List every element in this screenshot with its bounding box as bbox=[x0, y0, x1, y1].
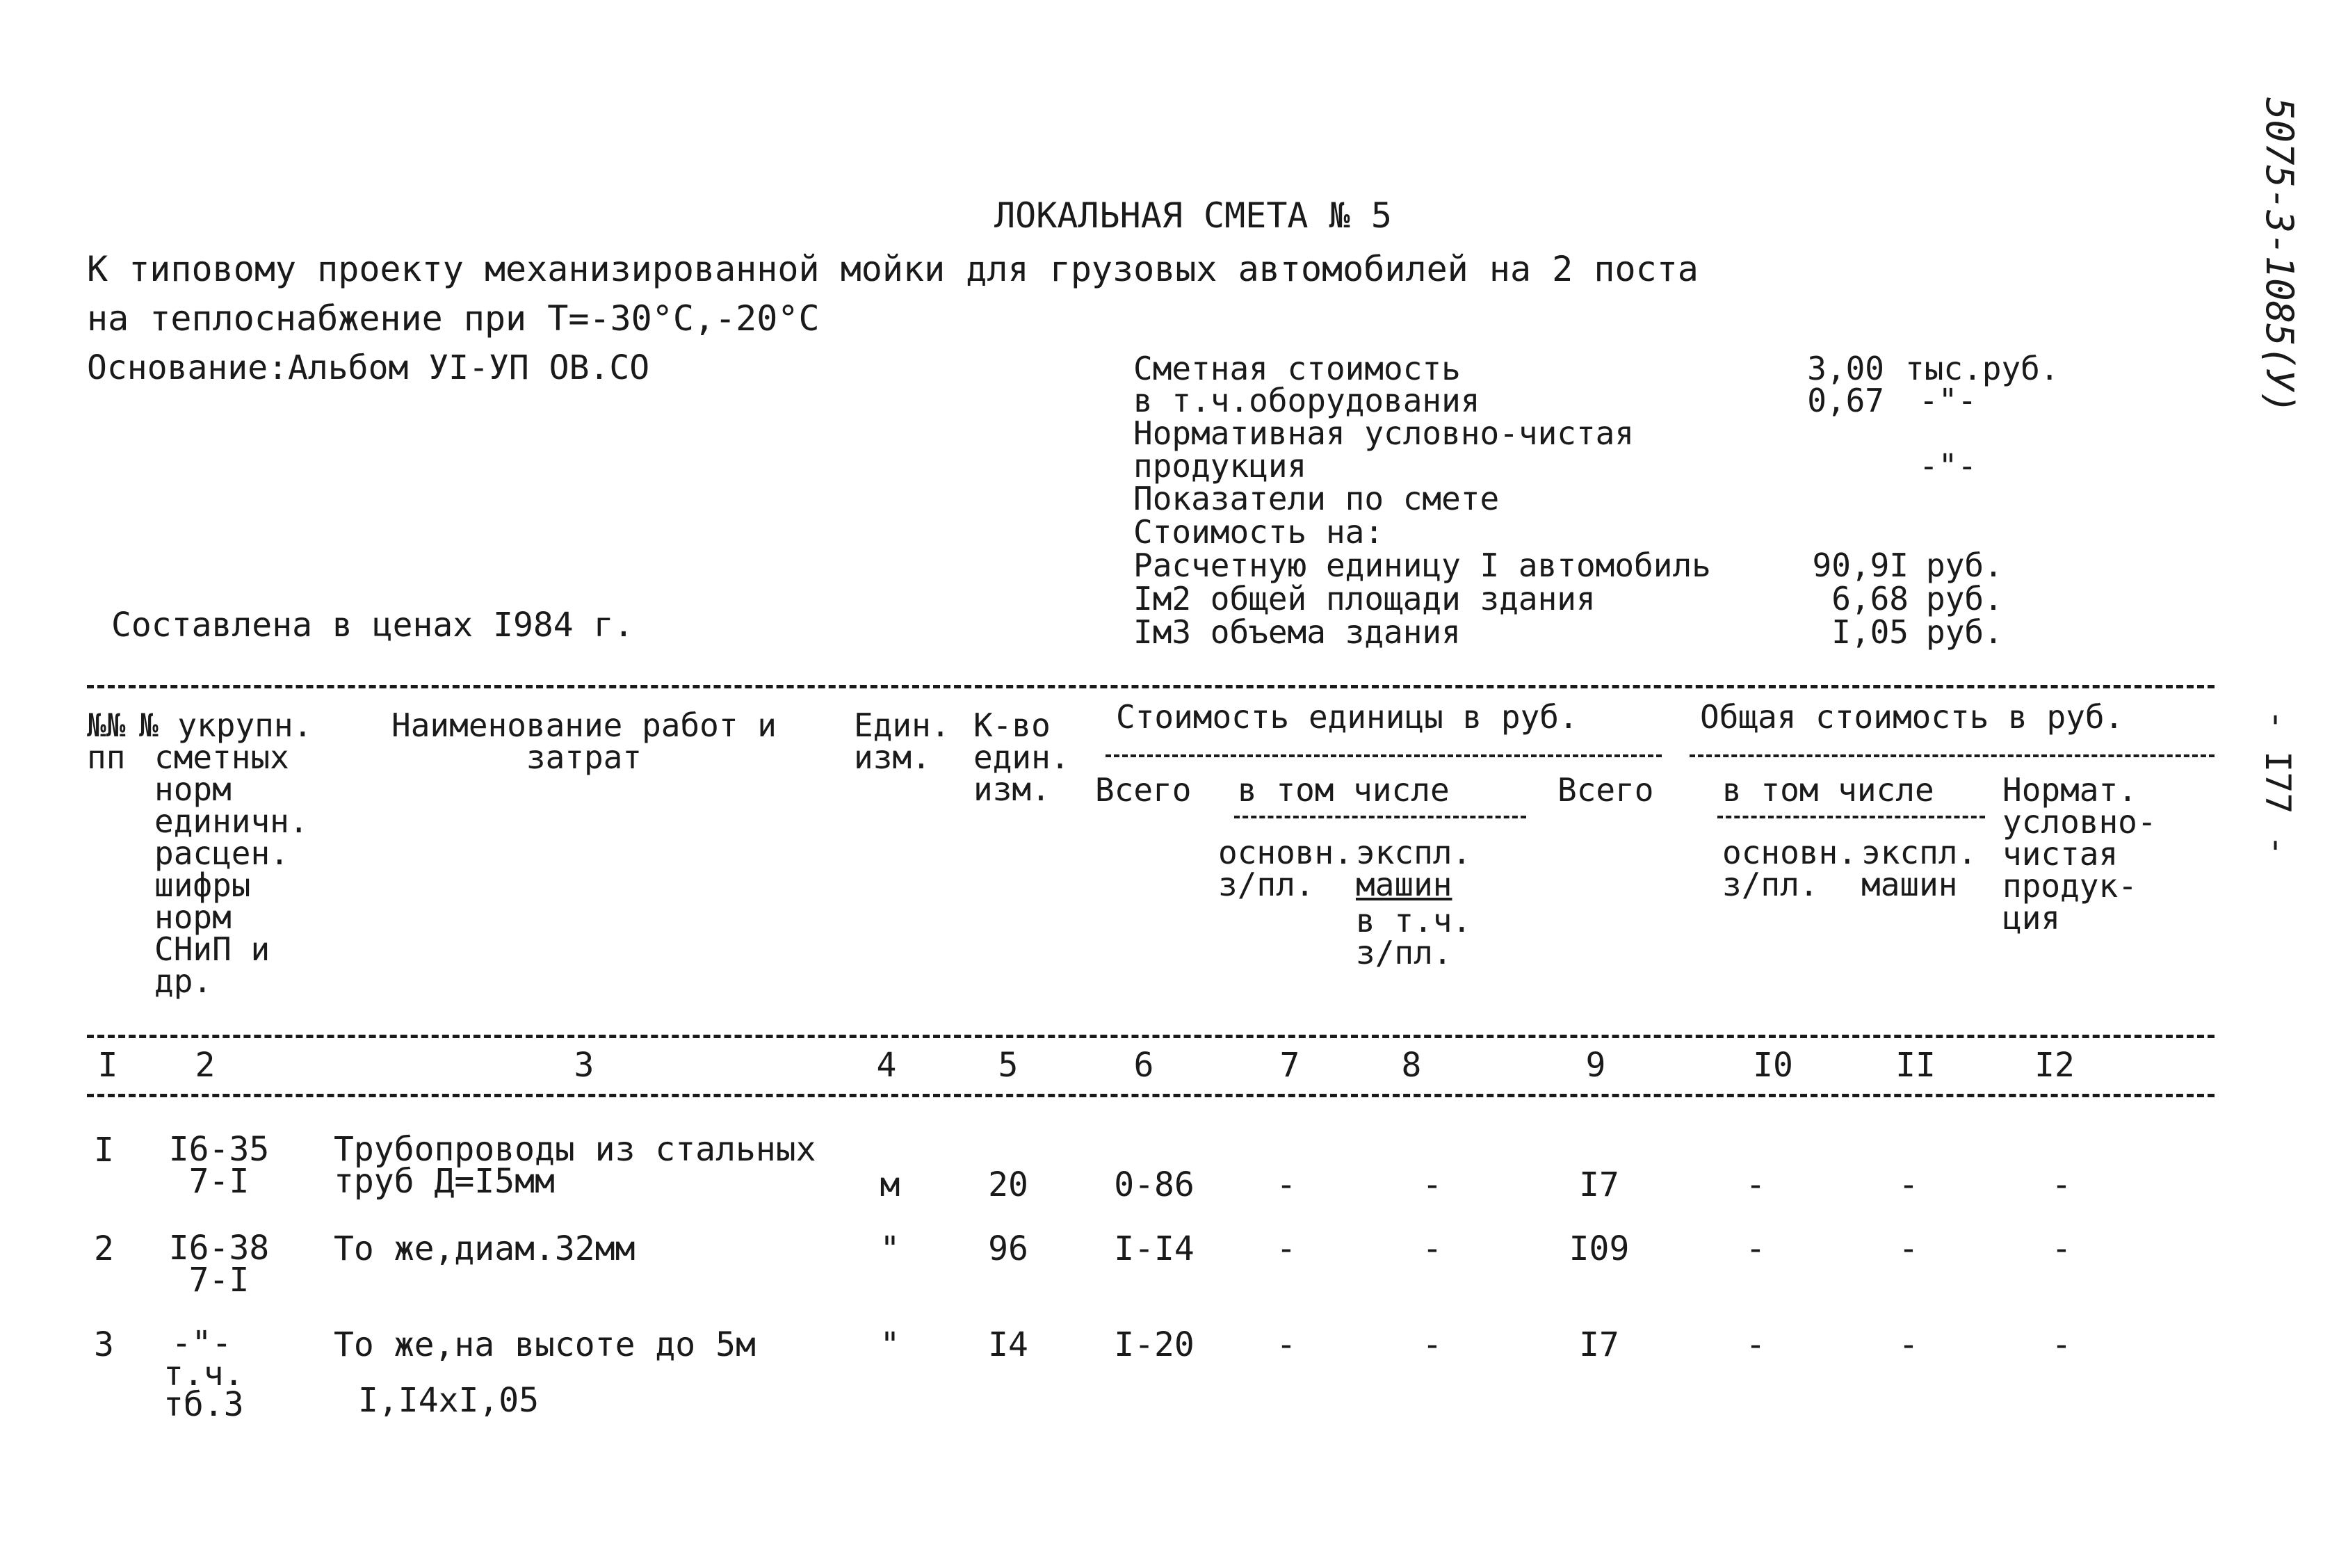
summary-unit: -"- bbox=[1919, 382, 1977, 419]
column-number: 4 bbox=[876, 1046, 897, 1085]
row-unit-total: I-I4 bbox=[1114, 1229, 1195, 1268]
summary-label: продукция bbox=[1133, 447, 1307, 485]
column-number: I2 bbox=[2034, 1046, 2075, 1085]
row-qty: 20 bbox=[988, 1165, 1028, 1204]
header-unit-cost-group: Стоимость единицы в руб. bbox=[1116, 698, 1578, 736]
row-total-wage: - bbox=[1745, 1325, 1766, 1364]
header-col78-group: в том числе bbox=[1238, 771, 1450, 809]
column-number: 8 bbox=[1401, 1046, 1422, 1085]
subgroup-rule-total bbox=[1717, 816, 1985, 818]
column-number: I0 bbox=[1753, 1046, 1793, 1085]
row-unit: м bbox=[880, 1165, 900, 1204]
summary-label: Стоимость на: bbox=[1133, 513, 1384, 551]
row-unit-total: 0-86 bbox=[1114, 1165, 1195, 1204]
row-number: 2 bbox=[94, 1229, 114, 1268]
summary-value: 90,9I bbox=[1812, 547, 1909, 584]
subgroup-rule-unit bbox=[1234, 816, 1526, 818]
column-number: 7 bbox=[1279, 1046, 1300, 1085]
summary-unit: руб. bbox=[1926, 580, 2003, 617]
header-col6: Всего bbox=[1095, 771, 1192, 809]
row-code: I6-38 7-I bbox=[168, 1229, 270, 1300]
row-total-wage: - bbox=[1745, 1165, 1766, 1204]
row-unit-wage: - bbox=[1276, 1229, 1297, 1268]
summary-label: Iм2 общей площади здания bbox=[1133, 580, 1596, 617]
row-name: Трубопроводы из стальных труб Д=I5мм bbox=[334, 1130, 816, 1201]
document-subtitle-line1: К типовому проекту механизированной мойки для грузовых автомобилей на 2 поста bbox=[87, 249, 1699, 289]
header-col10: основн. з/пл. bbox=[1722, 834, 1857, 903]
prices-note: Составлена в ценах I984 г. bbox=[111, 606, 634, 645]
row-total-machines: - bbox=[1898, 1229, 1919, 1268]
column-numbers-rule bbox=[87, 1094, 2215, 1097]
header-col1011-group: в том числе bbox=[1722, 771, 1934, 809]
row-name: То же,на высоте до 5м I,I4xI,05 bbox=[334, 1325, 756, 1420]
summary-unit: руб. bbox=[1926, 613, 2003, 651]
summary-label: в т.ч.оборудования bbox=[1133, 382, 1480, 419]
summary-value: I,05 bbox=[1831, 613, 1909, 651]
column-number: 5 bbox=[998, 1046, 1019, 1085]
summary-value: 3,00 bbox=[1807, 350, 1884, 387]
document-code-stamp: 5075-3-1085(У) bbox=[2258, 97, 2301, 414]
row-number: 3 bbox=[94, 1325, 114, 1364]
row-unit-total: I-20 bbox=[1114, 1325, 1195, 1364]
row-unit-wage: - bbox=[1276, 1165, 1297, 1204]
summary-label: Расчетную единицу I автомобиль bbox=[1133, 547, 1711, 584]
row-name: То же,диам.32мм bbox=[334, 1229, 635, 1268]
row-number: I bbox=[94, 1131, 114, 1170]
row-unit-machines: - bbox=[1422, 1229, 1443, 1268]
group-rule-total-cost bbox=[1690, 754, 2215, 757]
row-total-machines: - bbox=[1898, 1325, 1919, 1364]
group-rule-unit-cost bbox=[1106, 754, 1662, 757]
row-total-wage: - bbox=[1745, 1229, 1766, 1268]
row-unit: " bbox=[880, 1325, 900, 1364]
header-col2: № укрупн. сметных норм единичн. расцен. шифры норм СНиП и др. bbox=[139, 706, 313, 1000]
row-unit: " bbox=[880, 1229, 900, 1268]
row-code: I6-35 7-I bbox=[168, 1130, 270, 1201]
header-col12: Нормат. условно- чистая продук- ция bbox=[2002, 771, 2157, 937]
summary-label: Сметная стоимость bbox=[1133, 350, 1461, 387]
row-unit-machines: - bbox=[1422, 1325, 1443, 1364]
summary-value: 6,68 bbox=[1831, 580, 1909, 617]
summary-label: Показатели по смете bbox=[1133, 480, 1500, 517]
row-code: -"- т.ч. тб.3 bbox=[163, 1324, 244, 1424]
column-number: 3 bbox=[574, 1046, 594, 1085]
summary-value: 0,67 bbox=[1807, 382, 1884, 419]
row-normative-product: - bbox=[2051, 1165, 2072, 1204]
header-col5: К-во един. изм. bbox=[973, 706, 1070, 808]
row-unit-wage: - bbox=[1276, 1325, 1297, 1364]
row-normative-product: - bbox=[2051, 1229, 2072, 1268]
document-subtitle-line2: на теплоснабжение при Т=-30°С,-20°С bbox=[87, 298, 820, 339]
summary-label: Iм3 объема здания bbox=[1133, 613, 1461, 651]
table-top-rule bbox=[87, 685, 2215, 688]
row-qty: 96 bbox=[988, 1229, 1028, 1268]
row-total-machines: - bbox=[1898, 1165, 1919, 1204]
header-col1: №№ пп bbox=[87, 706, 126, 776]
row-total: I7 bbox=[1579, 1325, 1619, 1364]
summary-label: Нормативная условно-чистая bbox=[1133, 414, 1635, 452]
header-col4: Един. изм. bbox=[854, 706, 950, 776]
column-number: II bbox=[1895, 1046, 1936, 1085]
document-basis: Основание:Альбом УI-УП ОВ.СО bbox=[87, 348, 650, 387]
column-number: 6 bbox=[1133, 1046, 1154, 1085]
summary-unit: -"- bbox=[1919, 447, 1977, 485]
header-col9: Всего bbox=[1557, 771, 1654, 809]
row-total: I7 bbox=[1579, 1165, 1619, 1204]
page-number: - I77 - bbox=[2258, 709, 2298, 856]
header-col7: основн. з/пл. bbox=[1218, 834, 1353, 903]
header-col8: экспл. машин в т.ч. з/пл. bbox=[1356, 834, 1472, 971]
header-bottom-rule bbox=[87, 1035, 2215, 1038]
summary-unit: руб. bbox=[1926, 547, 2003, 584]
row-qty: I4 bbox=[988, 1325, 1028, 1364]
row-total: I09 bbox=[1569, 1229, 1630, 1268]
column-number: I bbox=[97, 1046, 118, 1085]
column-number: 9 bbox=[1585, 1046, 1606, 1085]
row-normative-product: - bbox=[2051, 1325, 2072, 1364]
header-total-cost-group: Общая стоимость в руб. bbox=[1700, 698, 2124, 736]
header-col3: Наименование работ и затрат bbox=[391, 706, 777, 776]
column-number: 2 bbox=[195, 1046, 216, 1085]
row-unit-machines: - bbox=[1422, 1165, 1443, 1204]
summary-unit: тыс.руб. bbox=[1905, 350, 2059, 387]
header-col11: экспл. машин bbox=[1861, 834, 1977, 903]
document-title: ЛОКАЛЬНАЯ СМЕТА № 5 bbox=[994, 195, 1392, 236]
